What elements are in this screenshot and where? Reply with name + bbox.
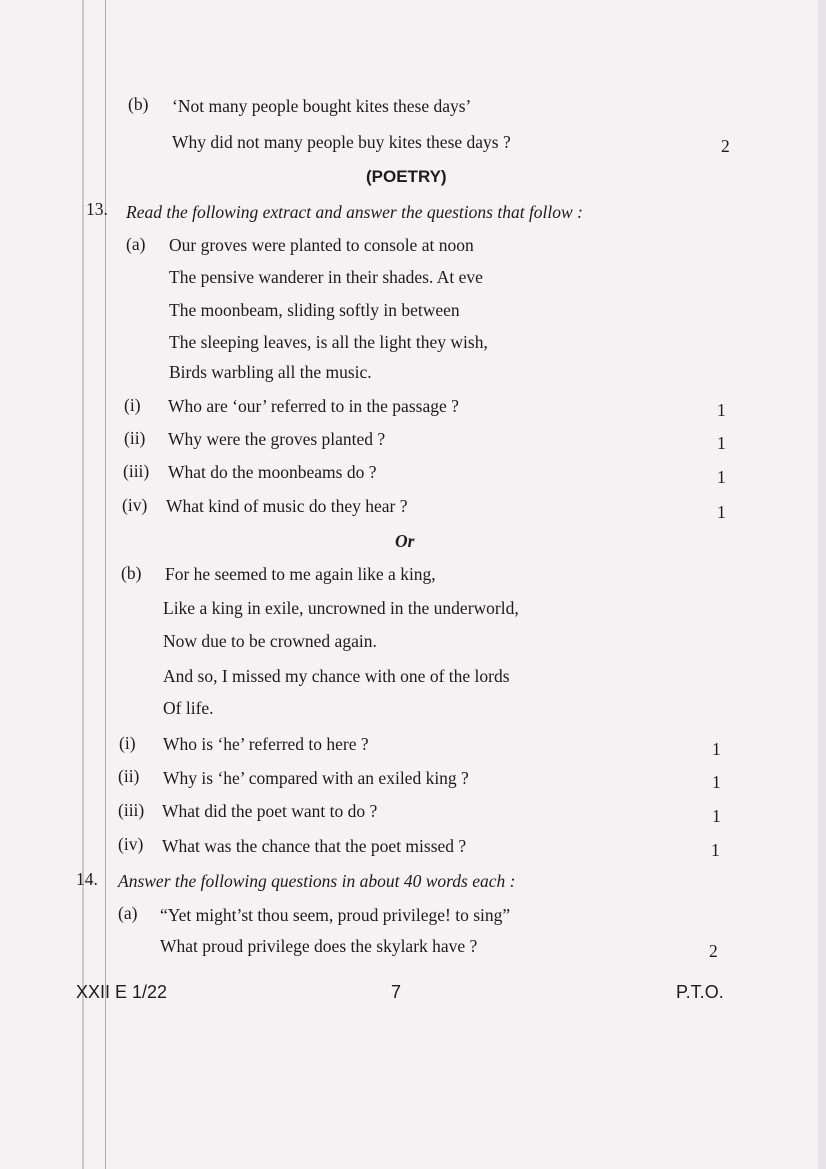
q14a-marks: 2 [709,941,718,961]
q13a-label: (a) [126,234,146,254]
question-text: What kind of music do they hear ? [166,496,408,516]
poem-line: Now due to be crowned again. [163,631,377,651]
question-number: (i) [119,733,136,753]
question-marks: 1 [712,739,721,759]
section-heading: (POETRY) [366,167,447,186]
question-text: Who are ‘our’ referred to in the passage ? [168,396,459,416]
q12b-marks: 2 [721,136,730,156]
poem-line: Birds warbling all the music. [169,362,372,382]
q14-number: 14. [76,869,98,889]
question-text: Who is ‘he’ referred to here ? [163,734,369,754]
question-text: What do the moonbeams do ? [168,462,377,482]
question-number: (iv) [122,495,148,515]
pto-label: P.T.O. [676,982,724,1002]
poem-line: The sleeping leaves, is all the light they wish, [169,332,488,352]
question-marks: 1 [711,840,720,860]
q14-instruction: Answer the following questions in about 40 words each : [118,871,516,891]
question-marks: 1 [717,400,726,420]
q13-number: 13. [86,199,108,219]
question-text: What was the chance that the poet missed ? [162,836,467,856]
question-number: (iii) [118,800,145,820]
question-number: (i) [124,395,141,415]
question-number: (ii) [118,766,140,786]
question-marks: 1 [717,467,726,487]
question-text: Why is ‘he’ compared with an exiled king ? [163,768,469,788]
question-marks: 1 [717,502,726,522]
poem-line: Of life. [163,698,214,718]
question-marks: 1 [712,806,721,826]
poem-line: And so, I missed my chance with one of the lords [163,666,510,686]
q12b-quote: ‘Not many people bought kites these days’ [172,96,472,116]
poem-line: For he seemed to me again like a king, [165,564,436,584]
page-edge [818,0,826,1169]
q14a-quote: “Yet might’st thou seem, proud privilege! to sing” [160,905,511,925]
poem-line: The moonbeam, sliding softly in between [169,300,460,320]
poem-line: Like a king in exile, uncrowned in the underworld, [163,598,519,618]
question-number: (ii) [124,428,146,448]
question-text: Why were the groves planted ? [168,429,386,449]
question-text: What did the poet want to do ? [162,801,378,821]
q13b-label: (b) [121,563,142,583]
poem-line: Our groves were planted to console at noon [169,235,474,255]
question-number: (iv) [118,834,144,854]
page-number: 7 [391,982,402,1002]
question-number: (iii) [123,461,150,481]
question-marks: 1 [712,772,721,792]
paper-code: XXII E 1/22 [76,982,168,1002]
q12b-question: Why did not many people buy kites these days ? [172,132,511,152]
poem-line: The pensive wanderer in their shades. At eve [169,267,483,287]
or-separator: Or [395,531,415,551]
question-marks: 1 [717,433,726,453]
q14a-question: What proud privilege does the skylark have ? [160,936,478,956]
q12b-label: (b) [128,94,149,114]
q14a-label: (a) [118,903,138,923]
q13-instruction: Read the following extract and answer the questions that follow : [126,202,583,222]
